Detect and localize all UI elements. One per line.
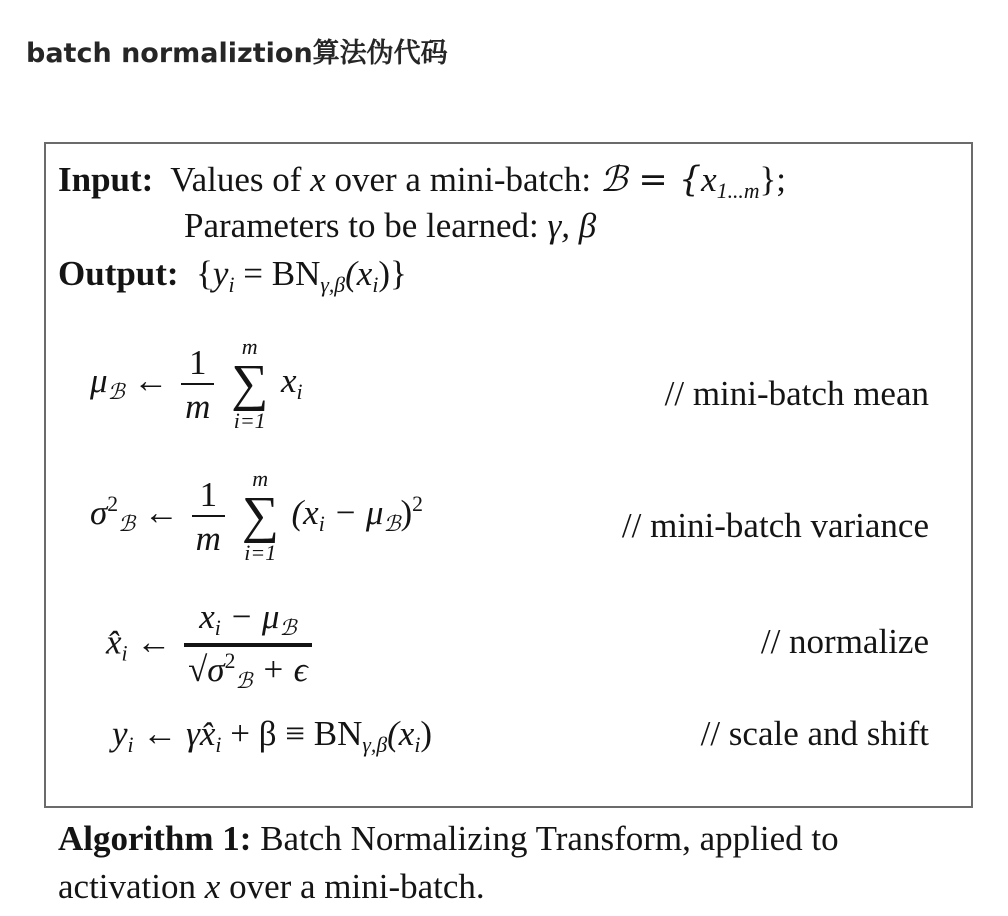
norm-den-plus: + ϵ <box>252 649 308 689</box>
scale-xhat: x̂ <box>199 714 216 753</box>
output-open: { <box>196 254 213 293</box>
var-arrow: ← <box>143 493 179 533</box>
comment-mean: // mini-batch mean <box>664 374 929 413</box>
norm-num-sub2: ℬ <box>279 615 297 641</box>
mean-sum-sign: ∑ <box>231 355 269 412</box>
var-num: 1 <box>199 474 218 514</box>
var-fraction <box>192 474 225 558</box>
comment-normalize: // normalize <box>760 622 929 661</box>
input-label: Input: <box>58 160 154 199</box>
var-term-sup: 2 <box>412 492 424 517</box>
output-sub-i: i <box>228 272 235 297</box>
norm-num-sub: i <box>214 615 221 640</box>
scale-args: (x <box>387 714 415 753</box>
var-lhs-sup: 2 <box>107 492 119 517</box>
scale-gamma: γ <box>186 714 200 753</box>
norm-den: σ <box>207 649 225 689</box>
output-bn-sub: γ,β <box>320 272 346 297</box>
var-sum-top: m <box>252 466 269 491</box>
var-sum <box>242 468 279 564</box>
caption-line-1 <box>58 815 839 863</box>
input-text-2: over a mini-batch: <box>334 160 592 199</box>
mean-sum-bottom: i=1 <box>233 408 266 433</box>
input-set-sub: 1...m <box>716 178 760 203</box>
var-term-close: ) <box>400 493 413 533</box>
output-y: y <box>212 254 229 293</box>
params-vars: γ, β <box>547 206 597 245</box>
scale-rhs2: + β ≡ BN <box>221 714 363 753</box>
mean-term: x <box>281 361 297 401</box>
input-line <box>58 162 786 203</box>
input-var: x <box>310 160 326 199</box>
mean-arrow: ← <box>133 361 169 401</box>
norm-den-group <box>184 643 312 693</box>
mean-term-sub: i <box>296 379 303 404</box>
scale-arrow: ← <box>142 714 178 753</box>
params-text: Parameters to be learned: <box>184 206 539 245</box>
mean-sum-top: m <box>241 334 258 359</box>
mean-den: m <box>181 383 214 424</box>
caption-label: Algorithm 1: <box>58 819 252 858</box>
mean-lhs-sub: ℬ <box>107 379 125 405</box>
var-sum-sign: ∑ <box>241 487 279 544</box>
norm-num-group <box>195 599 300 643</box>
norm-arrow: ← <box>136 622 172 662</box>
equation-variance <box>90 468 423 564</box>
equation-scale <box>112 716 432 757</box>
norm-lhs-sub: i <box>121 641 128 666</box>
norm-num: x <box>199 597 215 636</box>
algorithm-caption <box>58 815 839 912</box>
output-line <box>58 256 407 297</box>
var-sum-bottom: i=1 <box>244 540 277 565</box>
mean-lhs: μ <box>90 361 108 401</box>
input-set-close: }; <box>759 160 787 199</box>
mean-sum <box>231 336 268 432</box>
caption-line2b: over a mini-batch. <box>229 867 485 907</box>
norm-lhs: x̂ <box>106 622 122 662</box>
algorithm-box <box>44 142 973 808</box>
caption-line1-text: Batch Normalizing Transform, applied to <box>260 819 839 858</box>
var-den: m <box>192 515 225 556</box>
norm-den-sub: ℬ <box>235 668 253 694</box>
scale-lhs-sub: i <box>127 732 134 757</box>
caption-line-2 <box>58 863 839 911</box>
output-label: Output: <box>58 254 179 293</box>
caption-line2a: activation <box>58 867 197 907</box>
output-args-sub: i <box>372 272 379 297</box>
page-heading: batch normaliztion算法伪代码 <box>26 38 448 69</box>
mean-num: 1 <box>189 342 207 382</box>
scale-close: ) <box>420 714 433 753</box>
norm-den-sup: 2 <box>224 648 236 673</box>
var-lhs-sub: ℬ <box>118 511 136 537</box>
scale-xhat-sub: i <box>215 732 222 757</box>
input-text: Values of <box>170 160 302 199</box>
norm-sqrt-sign: √ <box>188 649 208 689</box>
input-set: ℬ = { <box>599 160 702 200</box>
var-term-open: (x <box>291 493 319 533</box>
scale-args-sub: i <box>414 732 421 757</box>
equation-mean <box>90 336 303 432</box>
mean-fraction <box>181 342 214 426</box>
var-term-sub2: ℬ <box>383 511 401 537</box>
output-eq: = BN <box>234 254 321 293</box>
input-set-var: x <box>701 160 717 199</box>
comment-variance: // mini-batch variance <box>621 506 929 545</box>
equation-normalize <box>106 599 316 692</box>
var-term-sub: i <box>318 511 325 536</box>
output-args: (x <box>345 254 373 293</box>
scale-lhs: y <box>112 714 128 753</box>
scale-bn-sub: γ,β <box>362 732 388 757</box>
var-term-minus: − μ <box>324 493 384 533</box>
var-lhs: σ <box>90 493 108 533</box>
norm-num-minus: − μ <box>220 597 280 636</box>
comment-scale: // scale and shift <box>700 714 929 753</box>
norm-fraction <box>184 599 312 692</box>
output-close: )} <box>378 254 407 293</box>
params-line <box>184 208 596 243</box>
caption-line2-var: x <box>204 867 221 907</box>
